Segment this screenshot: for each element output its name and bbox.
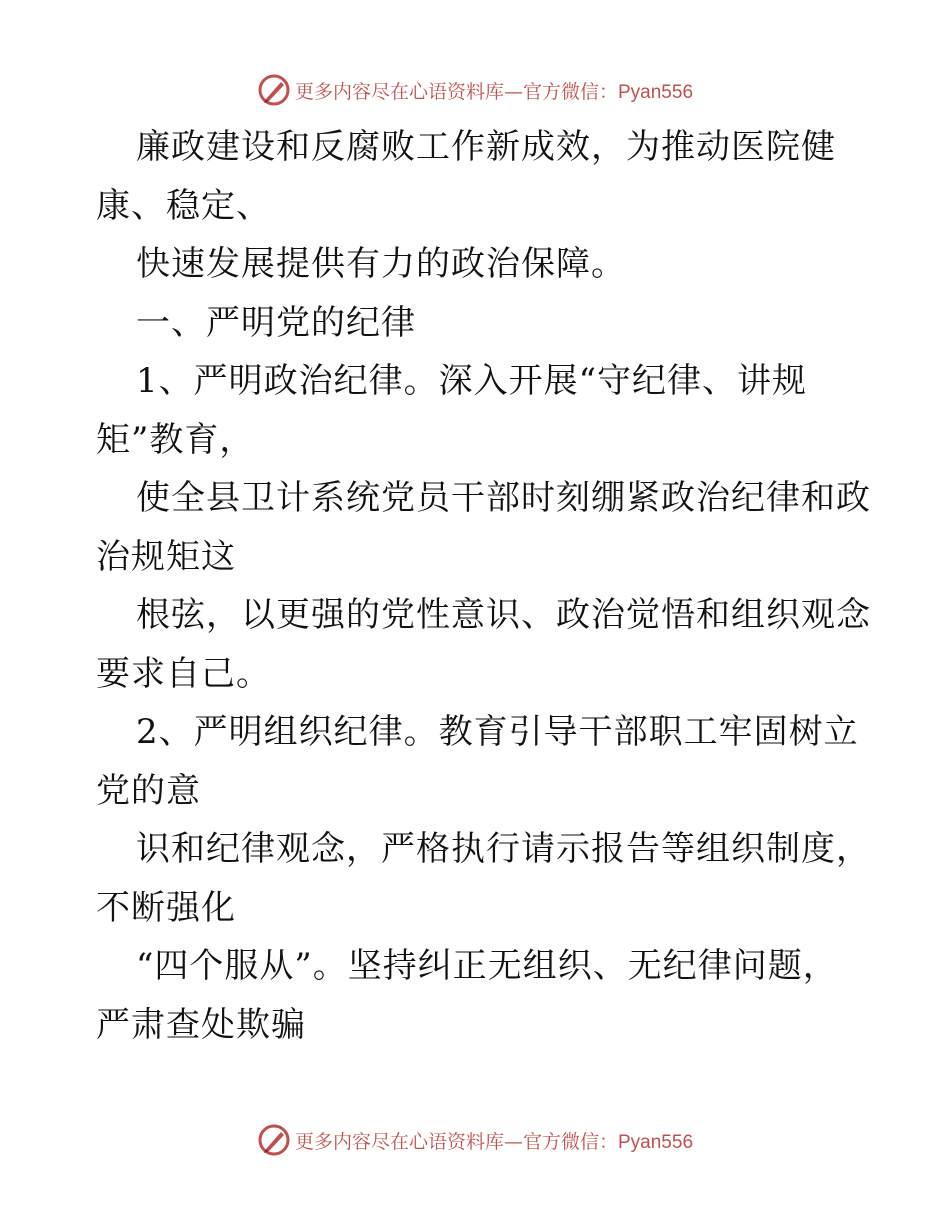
pen-circle-logo-icon xyxy=(257,73,291,107)
banner-text xyxy=(295,1127,693,1154)
text-line: “四个服从”。坚持纠正无组织、无纪律问题， xyxy=(136,946,838,986)
banner-dash: — xyxy=(503,1130,523,1153)
banner-main-text: 更多内容尽在心语资料库 xyxy=(294,1130,504,1153)
text-line: 廉政建设和反腐败工作新成效，为推动医院健 xyxy=(136,127,836,167)
text-line: 根弦，以更强的党性意识、政治觉悟和组织观念 xyxy=(136,595,871,635)
text-line: 快速发展提供有力的政治保障。 xyxy=(136,244,626,284)
header-banner xyxy=(0,70,950,110)
pen-circle-logo-icon xyxy=(257,1123,291,1157)
section-heading: 一、严明党的纪律 xyxy=(136,302,416,343)
text-line: 党的意 xyxy=(96,770,201,811)
text-line: 矩”教育， xyxy=(96,419,255,460)
text-line: 严肃查处欺骗 xyxy=(96,1004,306,1045)
text-line: 1、严明政治纪律。深入开展“守纪律、讲规 xyxy=(136,361,808,401)
footer-banner xyxy=(0,1120,950,1160)
banner-dash: — xyxy=(503,80,523,103)
banner-handle: Pyan556 xyxy=(618,1131,694,1153)
text-line: 要求自己。 xyxy=(96,653,271,694)
banner-suffix: 官方微信： xyxy=(522,1130,618,1153)
banner-handle: Pyan556 xyxy=(618,81,694,103)
text-line: 治规矩这 xyxy=(96,536,236,577)
text-line: 2、严明组织纪律。教育引导干部职工牢固树立 xyxy=(136,712,859,752)
text-line: 使全县卫计系统党员干部时刻绷紧政治纪律和政 xyxy=(136,478,871,518)
banner-text xyxy=(295,77,693,104)
text-line: 不断强化 xyxy=(96,887,236,928)
banner-suffix: 官方微信： xyxy=(522,80,618,103)
text-line: 康、稳定、 xyxy=(96,185,271,226)
banner-main-text: 更多内容尽在心语资料库 xyxy=(294,80,504,103)
document-body xyxy=(96,118,896,1054)
text-line: 识和纪律观念，严格执行请示报告等组织制度， xyxy=(136,829,871,869)
